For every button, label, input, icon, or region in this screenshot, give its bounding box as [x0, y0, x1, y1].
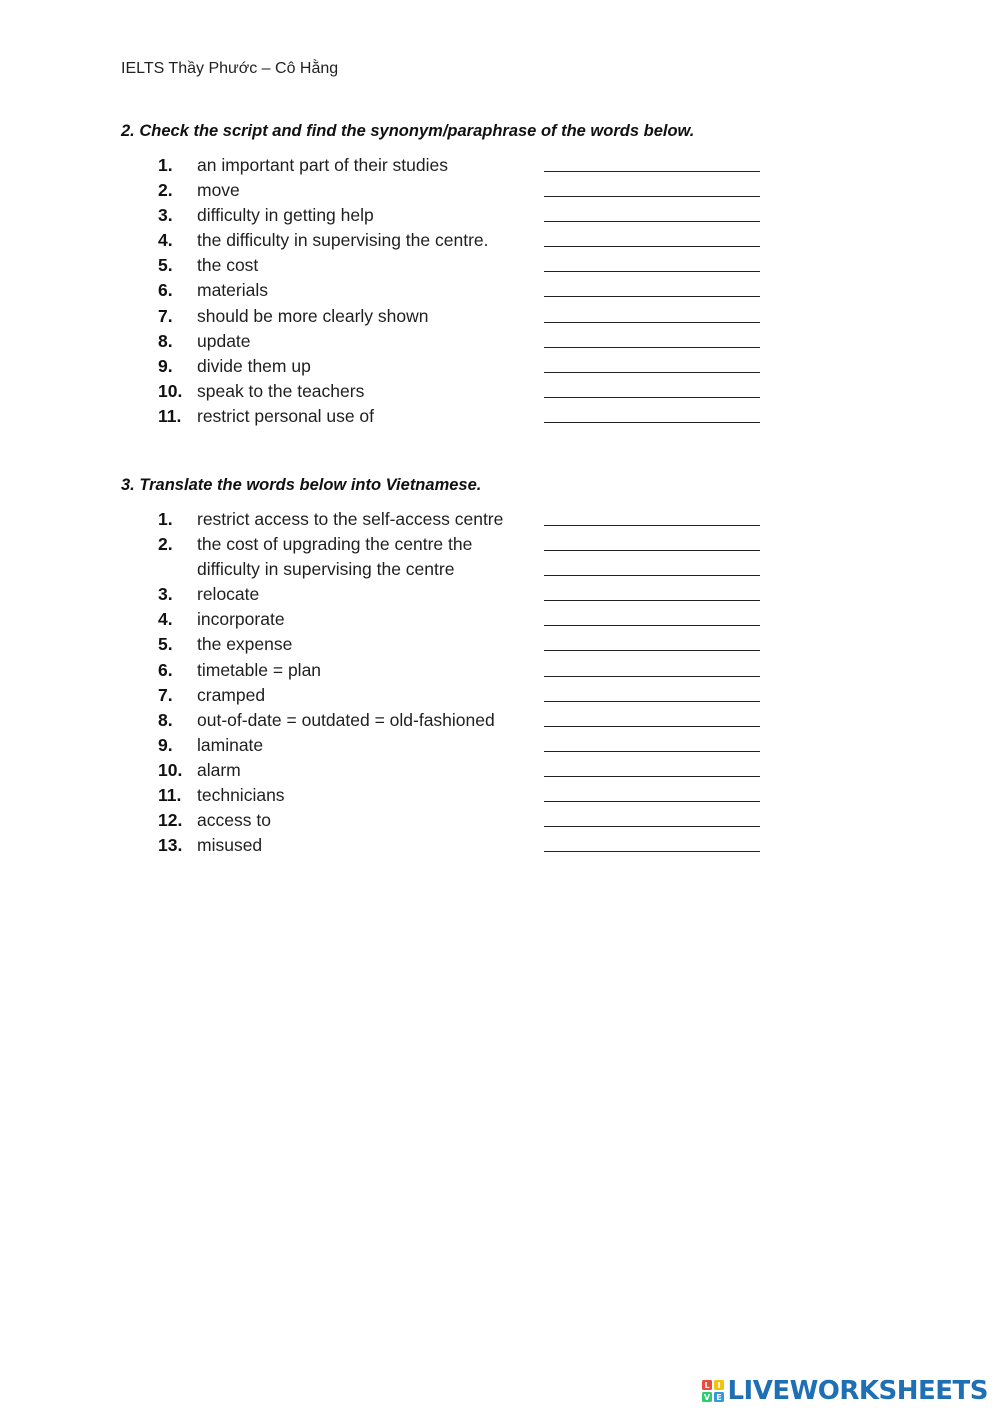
answer-blank[interactable]	[544, 625, 760, 626]
section-3-list	[158, 507, 768, 858]
list-item	[158, 607, 768, 632]
item-number: 5.	[158, 255, 173, 276]
item-number: 8.	[158, 709, 173, 730]
item-number: 1.	[158, 509, 173, 529]
item-text: laminate	[197, 734, 264, 755]
item-number: 4.	[158, 609, 173, 630]
answer-blank[interactable]	[544, 271, 760, 272]
answer-blank[interactable]	[544, 676, 760, 677]
item-text: materials	[197, 280, 268, 301]
list-item	[158, 783, 768, 808]
answer-blank[interactable]	[544, 776, 760, 777]
answer-blank[interactable]	[544, 296, 760, 297]
answer-blank[interactable]	[544, 525, 760, 526]
item-number: 2.	[158, 180, 173, 201]
liveworksheets-logo	[702, 1375, 988, 1407]
item-number: 11.	[158, 405, 182, 426]
item-text: restrict personal use of	[197, 405, 375, 426]
list-item	[158, 758, 768, 783]
section-3-title: 3. Translate the words below into Vietnamese.	[121, 476, 482, 494]
item-text: the cost of upgrading the centre the	[197, 534, 473, 555]
list-item	[158, 833, 768, 858]
item-number: 1.	[158, 155, 173, 175]
answer-blank[interactable]	[544, 196, 760, 197]
item-text: misused	[197, 835, 263, 856]
answer-blank[interactable]	[544, 422, 760, 423]
list-item	[158, 708, 768, 733]
answer-blank[interactable]	[544, 322, 760, 323]
list-item	[158, 153, 768, 178]
item-text: speak to the teachers	[197, 380, 365, 401]
list-item	[158, 507, 768, 532]
section-2-list	[158, 153, 768, 429]
answer-blank[interactable]	[544, 751, 760, 752]
item-number: 9.	[158, 734, 173, 755]
item-number: 6.	[158, 659, 173, 680]
answer-blank[interactable]	[544, 246, 760, 247]
item-text: incorporate	[197, 609, 285, 630]
item-text: divide them up	[197, 355, 311, 376]
list-item	[158, 203, 768, 228]
logo-mark-letter: I	[717, 1381, 721, 1390]
page-header: IELTS Thầy Phước – Cô Hằng	[121, 60, 339, 77]
item-text: the difficulty in supervising the centre.	[197, 230, 489, 251]
list-item	[158, 354, 768, 379]
answer-blank[interactable]	[544, 600, 760, 601]
item-number: 8.	[158, 330, 173, 351]
liveworksheets-logo-icon	[702, 1380, 724, 1402]
list-item	[158, 632, 768, 657]
list-item	[158, 329, 768, 354]
item-text: technicians	[197, 785, 285, 806]
list-item	[158, 178, 768, 203]
item-number: 6.	[158, 280, 173, 301]
list-item	[158, 379, 768, 404]
item-text: restrict access to the self-access centre	[197, 509, 504, 529]
item-text: difficulty in supervising the centre	[197, 559, 455, 580]
item-number: 11.	[158, 785, 182, 806]
answer-blank[interactable]	[544, 171, 760, 172]
item-number: 4.	[158, 230, 173, 251]
item-number: 13.	[158, 835, 183, 856]
item-text: the cost	[197, 255, 259, 276]
list-item	[158, 557, 768, 582]
answer-blank[interactable]	[544, 726, 760, 727]
list-item	[158, 808, 768, 833]
item-text: update	[197, 330, 251, 351]
answer-blank[interactable]	[544, 550, 760, 551]
list-item	[158, 228, 768, 253]
item-number: 10.	[158, 759, 183, 780]
list-item	[158, 253, 768, 278]
answer-blank[interactable]	[544, 347, 760, 348]
answer-blank[interactable]	[544, 801, 760, 802]
answer-blank[interactable]	[544, 650, 760, 651]
answer-blank[interactable]	[544, 221, 760, 222]
item-number: 3.	[158, 205, 173, 226]
item-number: 9.	[158, 355, 173, 376]
answer-blank[interactable]	[544, 851, 760, 852]
item-text: alarm	[197, 759, 241, 780]
item-number: 3.	[158, 584, 173, 605]
list-item	[158, 278, 768, 303]
list-item	[158, 404, 768, 429]
list-item	[158, 582, 768, 607]
list-item	[158, 658, 768, 683]
logo-mark-letter: L	[704, 1381, 711, 1390]
item-number: 7.	[158, 305, 173, 326]
list-item	[158, 532, 768, 557]
item-text: relocate	[197, 584, 260, 605]
item-text: the expense	[197, 634, 293, 655]
item-text: should be more clearly shown	[197, 305, 429, 326]
answer-blank[interactable]	[544, 372, 760, 373]
item-text: cramped	[197, 684, 266, 705]
answer-blank[interactable]	[544, 397, 760, 398]
item-text: access to	[197, 810, 271, 831]
list-item	[158, 683, 768, 708]
answer-blank[interactable]	[544, 701, 760, 702]
list-item	[158, 733, 768, 758]
item-text: difficulty in getting help	[197, 205, 374, 226]
list-item	[158, 304, 768, 329]
item-number: 12.	[158, 810, 183, 831]
item-number: 5.	[158, 634, 173, 655]
item-number: 2.	[158, 534, 173, 555]
section-2-title: 2. Check the script and find the synonym/paraphrase of the words below.	[121, 122, 695, 140]
item-number: 7.	[158, 684, 173, 705]
answer-blank[interactable]	[544, 826, 760, 827]
item-text: out-of-date = outdated = old-fashioned	[197, 709, 495, 730]
item-text: timetable = plan	[197, 659, 322, 680]
item-number: 10.	[158, 380, 183, 401]
liveworksheets-logo-text: LIVEWORKSHEETS	[727, 1376, 988, 1406]
item-text: an important part of their studies	[197, 155, 448, 175]
item-text: move	[197, 180, 240, 201]
answer-blank[interactable]	[544, 575, 760, 576]
logo-mark-letter: V	[704, 1393, 711, 1402]
logo-mark-letter: E	[716, 1393, 723, 1402]
